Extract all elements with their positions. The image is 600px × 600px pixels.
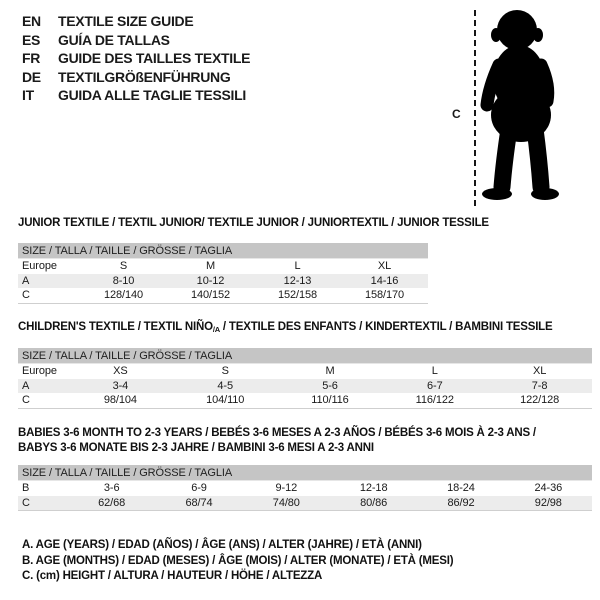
row-label: A [18, 379, 68, 394]
heading-subscript: /A [212, 325, 220, 334]
language-code: ES [22, 31, 41, 48]
height-measure-dashed-line [474, 10, 476, 207]
legend-note-line: A. AGE (YEARS) / EDAD (AÑOS) / ÂGE (ANS) / ALTER (JAHRE) / ETÀ (ANNI) [22, 539, 422, 551]
heading-text: CHILDREN'S TEXTILE / TEXTIL NIÑO [18, 321, 213, 333]
table-row [18, 364, 592, 379]
language-row [22, 31, 250, 50]
height-measure-label: C [452, 107, 461, 121]
size-cell: XL [532, 365, 547, 378]
size-cell: 140/152 [190, 289, 231, 302]
table-row [18, 288, 428, 303]
section-heading [18, 320, 592, 337]
size-cell: 98/104 [103, 394, 137, 407]
row-label: A [18, 274, 80, 289]
size-cell: 3-6 [103, 482, 120, 495]
language-code: EN [22, 13, 41, 29]
size-cell: 9-12 [275, 482, 298, 495]
size-cell: 6-7 [382, 379, 487, 394]
junior-textile-section [18, 216, 489, 304]
size-cell: 128/140 [103, 289, 144, 302]
size-cell: 92/98 [505, 496, 592, 511]
language-title: GUIDA ALLE TAGLIE TESSILI [58, 87, 246, 104]
size-cell: 116/122 [415, 394, 454, 407]
junior-size-table [18, 243, 428, 304]
language-code: FR [22, 50, 41, 67]
row-label: Europe [22, 365, 57, 378]
size-cell: S [119, 260, 128, 273]
size-cell: 122/128 [520, 394, 560, 407]
size-cell: 68/74 [155, 496, 242, 511]
heading-text: JUNIOR TEXTILE / TEXTIL JUNIOR/ TEXTILE JUNIOR / JUNIORTEXTIL / JUNIOR TESSILE [18, 217, 489, 229]
size-cell: 8-10 [80, 274, 167, 289]
size-header-row [18, 465, 592, 481]
language-title: TEXTILE SIZE GUIDE [58, 13, 194, 29]
section-heading [18, 216, 489, 231]
language-title: GUÍA DE TALLAS [58, 31, 170, 48]
size-cell: 62/68 [68, 496, 155, 511]
size-cell: 152/158 [277, 289, 318, 302]
row-label: Europe [22, 260, 57, 273]
section-heading-line [18, 320, 592, 337]
size-cell: 10-12 [167, 274, 254, 289]
babies-size-table [18, 465, 592, 511]
language-row [22, 49, 250, 68]
size-cell: 7-8 [487, 379, 592, 394]
size-cell: M [205, 260, 216, 273]
legend-notes [22, 538, 453, 585]
size-cell: 12-13 [254, 274, 341, 289]
childrens-size-table [18, 348, 592, 409]
heading-text: BABYS 3-6 MONATE BIS 2-3 JAHRE / BAMBINI 3-6 MESI A 2-3 ANNI [18, 442, 374, 454]
size-cell: 12-18 [359, 482, 388, 495]
language-row [22, 86, 250, 105]
size-cell: 158/170 [364, 289, 405, 302]
language-title-list [22, 12, 250, 105]
table-row [18, 379, 592, 394]
size-cell: 6-9 [191, 482, 207, 495]
size-cell: 86/92 [417, 496, 504, 511]
babies-textile-section [18, 426, 592, 511]
size-cell: S [221, 365, 229, 378]
size-cell: 110/116 [311, 394, 349, 407]
language-title: TEXTILGRÖßENFÜHRUNG [58, 68, 231, 85]
size-header-row [18, 348, 592, 364]
size-cell: L [431, 365, 438, 378]
size-cell: XS [113, 365, 128, 378]
section-heading-line [18, 426, 592, 441]
childrens-textile-section [18, 320, 592, 409]
size-cell: 80/86 [330, 496, 417, 511]
size-cell: 5-6 [278, 379, 383, 394]
size-header-bar: SIZE / TALLA / TAILLE / GRÖSSE / TAGLIA [18, 243, 428, 259]
section-heading-line [18, 441, 592, 456]
row-label: C [18, 496, 68, 511]
size-cell: M [325, 365, 335, 378]
table-row [18, 496, 592, 511]
table-row [18, 274, 428, 289]
size-cell: L [294, 260, 301, 273]
language-code: IT [22, 87, 34, 104]
size-cell: XL [377, 260, 392, 273]
size-header-bar: SIZE / TALLA / TAILLE / GRÖSSE / TAGLIA [18, 465, 592, 481]
heading-text: / TEXTILE DES ENFANTS / KINDERTEXTIL / BAMBINI TESSILE [219, 321, 553, 333]
row-label: C [22, 289, 30, 302]
baby-silhouette-icon [479, 7, 579, 207]
section-heading-line [18, 216, 489, 231]
table-row [18, 481, 592, 496]
size-cell: 14-16 [341, 274, 428, 289]
size-cell: 24-36 [534, 482, 563, 495]
heading-text: BABIES 3-6 MONTH TO 2-3 YEARS / BEBÉS 3-6 MESES A 2-3 AÑOS / BÉBÉS 3-6 MOIS À 2-3 ANS / [18, 427, 536, 439]
row-label: B [22, 482, 30, 495]
table-row [18, 393, 592, 408]
size-cell: 74/80 [243, 496, 330, 511]
size-cell: 104/110 [206, 394, 245, 407]
size-cell: 18-24 [447, 482, 475, 495]
language-title: GUIDE DES TAILLES TEXTILE [58, 50, 251, 67]
language-code: DE [22, 68, 41, 85]
size-header-bar: SIZE / TALLA / TAILLE / GRÖSSE / TAGLIA [18, 348, 592, 364]
language-row [22, 68, 250, 87]
language-row [22, 12, 250, 31]
size-header-row [18, 243, 428, 259]
legend-note-line: B. AGE (MONTHS) / EDAD (MESES) / ÂGE (MOIS) / ALTER (MONATE) / ETÀ (MESI) [22, 554, 454, 567]
section-heading [18, 426, 592, 456]
size-cell: 3-4 [68, 379, 173, 394]
size-cell: 4-5 [173, 379, 278, 394]
legend-note-line: C. (cm) HEIGHT / ALTURA / HAUTEUR / HÖHE / ALTEZZA [22, 570, 323, 583]
row-label: C [22, 394, 30, 407]
table-row [18, 259, 428, 274]
